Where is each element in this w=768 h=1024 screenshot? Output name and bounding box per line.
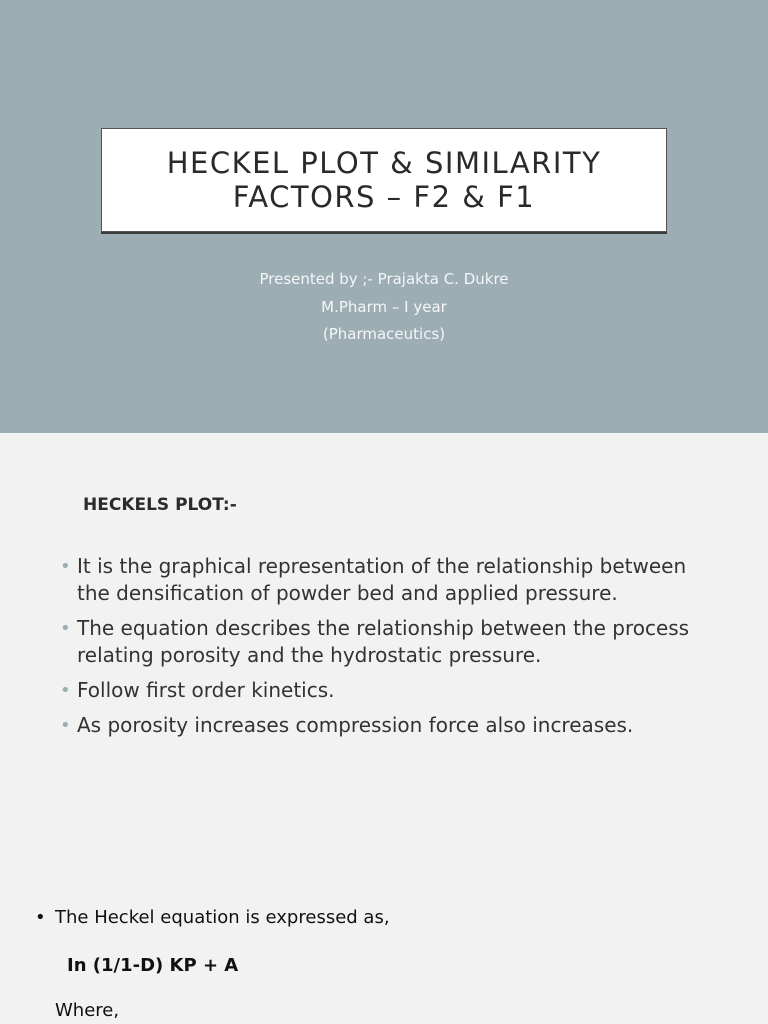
heckel-equation-slide	[0, 903, 768, 1024]
list-item-text: The equation describes the relationship between the process relating porosity and the hydrostatic pressure.	[77, 616, 690, 667]
presenter-info	[0, 266, 768, 349]
heckels-plot-slide	[0, 433, 768, 903]
bullet-icon: •	[60, 618, 71, 639]
title-box	[101, 128, 667, 232]
bullet-list	[60, 553, 720, 747]
bullet-icon: •	[60, 680, 71, 701]
list-item	[60, 677, 720, 704]
list-item	[60, 553, 720, 607]
course-line: M.Pharm – I year	[321, 297, 447, 316]
department-line: (Pharmaceutics)	[322, 325, 446, 343]
heckel-equation: In (1/1-D) KP + A	[67, 955, 239, 976]
slide-heading: HECKELS PLOT:-	[83, 495, 237, 515]
list-item-text: Follow first order kinetics.	[77, 678, 335, 702]
intro-text: The Heckel equation is expressed as,	[55, 907, 390, 928]
list-item-text: It is the graphical representation of the relationship between the densification of powder bed and applied pressure.	[77, 554, 687, 605]
list-item-text: As porosity increases compression force also increases.	[77, 713, 634, 737]
presenter-line: Presented by ;- Prajakta C. Dukre	[259, 270, 509, 288]
list-item	[60, 712, 720, 739]
bullet-icon: •	[60, 556, 71, 577]
bullet-icon: •	[35, 907, 46, 928]
title-slide	[0, 0, 768, 433]
intro-line	[35, 907, 390, 928]
bullet-icon: •	[60, 715, 71, 736]
where-label: Where,	[55, 1000, 120, 1021]
list-item	[60, 615, 720, 669]
slide-title: HECKEL PLOT & SIMILARITY FACTORS – F2 & F1	[166, 146, 602, 214]
